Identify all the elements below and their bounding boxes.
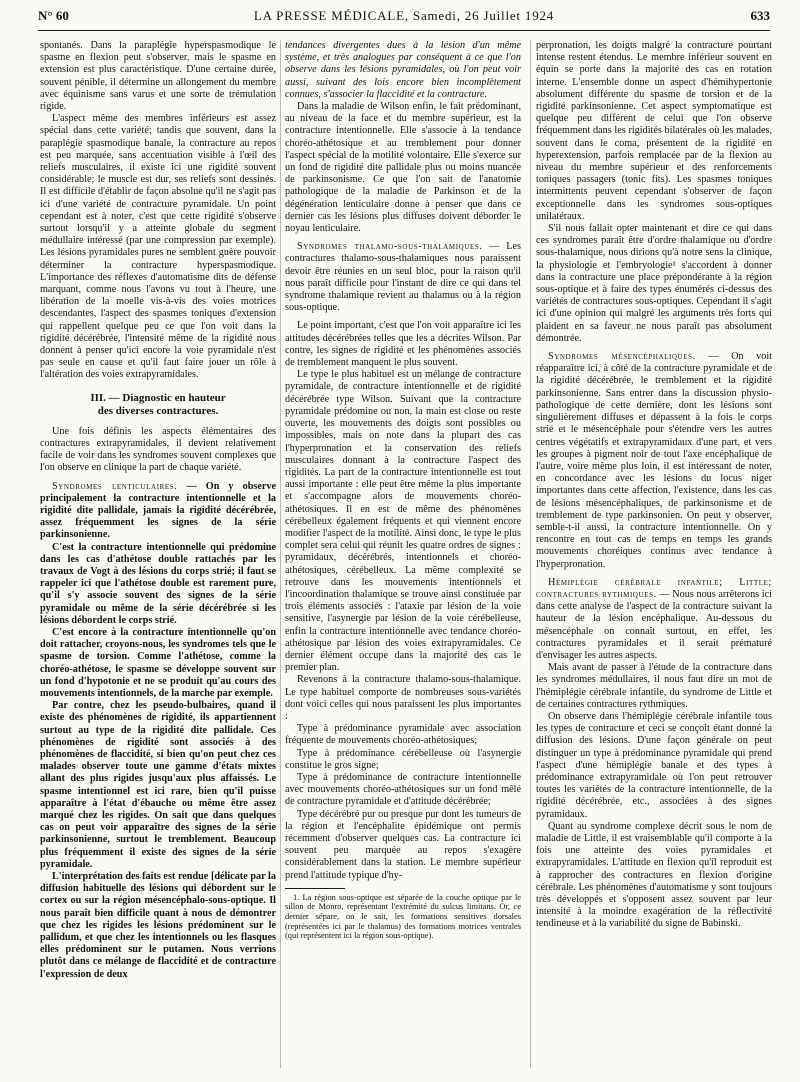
column-divider (280, 40, 281, 1068)
footnote: 1. La région sous-optique est séparée de la couche optique par le sillon de Monro, représentant l'extrémité du sulcus limitans. Or, ce dernier sépare, on le sait, les formations sensitives dorsales (représentées ici par le thalamus) des formations motrices ventrales (qui représentent ici la région sous-optique). (285, 892, 521, 941)
paragraph (536, 351, 772, 571)
paragraph: Mais avant de passer à l'étude de la contracture dans les syndromes médullaires, il nous faut dire un mot de l'hémiplégie cérébrale infantile, du syndrome de Little et de certaines contractures rythmiques. (536, 662, 772, 710)
paragraph: Le type le plus habituel est un mélange de contracture pyramidale, de contracture intentionnelle et de rigidité décérébrée type Wilson. Suivant que la contracture pyramidale prédomine ou non, la main est close ou reste ouverte, les mouvements des doigts sont possibles ou impossibles, mais on note dans la plupart des cas l'hyperpronation et la conservation des reliefs musculaires donnant à la contracture l'aspect des rigidités. La part de la contracture intentionnelle est tout aussi importante : elle peut être même la plus importante et s'accompagne alors de mouvements choréo-athétosiques. Il en est de même des phénomènes cérébelleux également fréquents et qui viennent encore modifier l'aspect de la motilité. Ainsi donc, le type le plus complet sera celui qui réunit les quatre ordres de signes : pyramidaux, décérébrés, intentionnels et choréo-athétosiques, cérébelleux. La même complexité se retrouve dans les mouvements intentionnels et l'incoordination thalamique se trouve ainsi constituée par trois éléments associés : l'ataxie par lésion de la voie sensitive, l'asynergie par lésion de la voie cérébelleuse, enfin la contracture intentionnelle avec tendance choréo-athétosique par lésion des voies extrapyramidales. Ce dernier élément occupe dans la majorité des cas le premier plan. (285, 369, 521, 674)
paragraph (536, 577, 772, 662)
page-header (38, 6, 770, 31)
paragraph: S'il nous fallait opter maintenant et dire ce qui dans ces syndromes paraît être d'ordre thalamique ou d'ordre sous-thalamique, nous dirions qu'à notre sens la clinique, la physiologie et l'embryologie¹ s'accordent à donner dans la contracture une place prépondérante à la région sous-optique et à faire des types énumérés ci-dessus des variétés de contractures sous-optiques. Cependant il s'agit ici d'une opinion qui malgré les arguments très forts qui plaident en sa faveur ne nous paraît pas absolument démontrée. (536, 223, 772, 344)
paragraph: Type à prédominance de contracture intentionnelle avec mouvements choréo-athétosiques sur un fond mêlé de contracture pyramidale et d'attitude décérébrée; (285, 771, 521, 808)
paragraph-text: — On voit réapparaître ici, à côté de la contracture pyramidale et de la rigidité décérébrée, le tremblement et la rigidité parkinsonienne. Sans entrer dans la discussion physio-pathologique de cette dernière, dont les lésions sont singulièrement diffuses et dépassent à la fois le corps strié et le mésencéphale pour s'étendre vers les autres centres végétatifs et extrapyramidaux d'une part, et vers les groupes à pigment noir de tout l'axe encéphalique de l'autre, voire même plus loin, il est intéressant de noter, en concordance avec les lésions du locus niger importantes dans cette affection, l'existence, dans les cas de lésions mésencéphaliques, de parkinsonisme et de tremblement de type parkinsonien. On peut y observer, semble-t-il aussi, la contracture intentionnelle. On y rencontre en tout cas de temps en temps les grands mouvements choréiques continus avec tendance à l'hyperpronation. (536, 351, 772, 570)
subsection-head: Syndromes lenticulaires. (52, 480, 178, 492)
section-heading-line: III. — Diagnostic en hauteur (90, 391, 226, 404)
paragraph-text: — Les contractures thalamo-sous-thalamiques nous paraissent devoir être réunies en un seul bloc, pour la raison qu'il nous paraît difficile pour l'instant de dire ce qui dans tel syndrome thalamique revient au thalamus ou à la région sous-optique. (285, 241, 521, 314)
page-number: 633 (750, 8, 770, 23)
paragraph-text: — Nous nous arrêterons ici dans cette analyse de l'aspect de la contracture suivant la hauteur de la lésion encéphalique. Au-dessous du mésencéphale on connaît surtout, en effet, les contractures pyramidales et il serait prématuré d'envisager les autres aspects. (536, 588, 772, 661)
paragraph: Par contre, chez les pseudo-bulbaires, quand il existe des phénomènes de rigidité, ils appartiennent surtout au type de la rigidité dite pallidale. Ces phénomènes de rigidité sont associés à des phénomènes de flaccidité, si bien qu'on peut chez ces malades observer toute une gamme d'états mixtes allant des plus rigides jusqu'aux plus affaissés. Le spasme intentionnel est ici rare, bien qu'il puisse apparaître à l'état d'ébauche ou même être assez marqué chez les rigides. On sait que dans quelques cas on peut voir apparaître des signes de la série parkinsonienne, surtout le tremblement. Beaucoup plus fréquemment il existe des signes de la série pyramidale. (40, 700, 276, 870)
paragraph (285, 40, 521, 101)
footnote-rule (285, 888, 345, 889)
paragraph: Type à prédominance cérébelleuse où l'asynergie constitue le gros signe; (285, 747, 521, 771)
paragraph-text: tendances divergentes dues à la lésion d'un même système, et très analogues par conséquent à ce que l'on observe dans les lésions pyramidales, où l'on peut voir aussi, suivant des lois encore bien incomplètement connues, s'associer la flaccidité et la contracture. (285, 40, 521, 100)
column-3 (536, 40, 772, 931)
subsection-head: Syndromes mésencéphaliques. (548, 351, 696, 363)
subsection-head: Hémiplégie cérébrale infantile; Little; contractures rythmiques. (536, 576, 772, 600)
subsection-head: Syndromes thalamo-sous-thalamiques. (297, 241, 483, 253)
paragraph-text: — On y observe principalement la contracture intentionnelle et la rigidité dite pallidale, jamais la rigidité décérébrée, assez fréquemment les signes de la série parkinsonienne. (40, 480, 276, 541)
paragraph: Type décérébré pur ou presque pur dont les tumeurs de la région et l'encéphalite épidémique ont permis récemment d'observer quelques cas. La contracture ici souvent peu marquée au repos s'exagère considérablement dans la station. Le membre supérieur prend l'attitude typique d'hy- (285, 808, 521, 881)
section-heading-line: des diverses contractures. (97, 404, 219, 417)
paragraph: Une fois définis les aspects élémentaires des contractures extrapyramidales, il devient relativement facile de voir dans les syndromes souvent complexes que l'on observe en clinique la part de chaque variété. (40, 425, 276, 474)
issue-number: N° 60 (38, 8, 69, 23)
paragraph: On observe dans l'hémiplégie cérébrale infantile tous les types de contracture et ceci se conçoit étant donné la diffusion des lésions. D'une façon générale on peut distinguer un type à prédominance pyramidale qui prend l'aspect d'une hémiplégie banale et des types à prédominance extrapyramidale où l'on peut retrouver toutes les variétés de la contracture intentionnelle, de la rigidité décérébrée, etc., associées à des signes pyramidaux. (536, 710, 772, 820)
paragraph: Type à prédominance pyramidale avec association fréquente de mouvements choréo-athétosiques; (285, 723, 521, 747)
column-divider (530, 40, 531, 1068)
paragraph (285, 241, 521, 314)
section-heading (40, 392, 276, 418)
paragraph: Quant au syndrome complexe décrit sous le nom de maladie de Little, il est vraisemblable qu'il comporte à la fois une atteinte des voies pyramidales et extrapyramidales. L'attitude en flexion qu'il reproduit est à rapprocher des contractures en flexion d'origine cérébrale. Les phénomènes d'automatisme y sont toujours très développés et s'opposent assez souvent par leur intensité à la moindre exagération de la réflectivité tendineuse et à la variabilité du signe de Babinski. (536, 820, 772, 930)
paragraph: L'interprétation des faits est rendue [délicate par la diffusion habituelle des lésions qui débordent sur le cortex ou sur la région mésencéphalo-sous-optique. Il nous paraît bien difficile quant à nous de démontrer que chez les rigides les lésions prédominent sur le pallidum, et que chez les intentionnels ou les flasques elles prédominent sur le putamen. Nous verrions plutôt dans ce mélange de flaccidité et de contracture l'expression de deux (40, 871, 276, 980)
paragraph: Dans la maladie de Wilson enfin, le fait prédominant, au niveau de la face et du membre supérieur, est la contracture intentionnelle. Elle s'associe à la tendance choréo-athétosique et au tremblement pour donner l'aspect spécial de la motilité volontaire. Elle s'exerce sur un fond de rigidité dite pallidale plus ou moins nuancée de parkinsonisme. Ce que l'on sait de l'anatomie pathologique de la maladie de Parkinson et de la dégénération lenticulaire donne à penser que dans ce dernier cas les lésions plus diffuses doivent déborder le noyau lenticulaire. (285, 101, 521, 235)
paragraph: C'est la contracture intentionnelle qui prédomine dans les cas d'athétose double rattachés par les travaux de Vogt à des lésions du corps strié; il faut se rappeler ici que l'athétose double est rarement pure, qu'il s'y associe souvent des signes de la série pyramidale ou même de la série décérébrée si les lésions débordent le corps strié. (40, 541, 276, 626)
column-1 (40, 40, 276, 981)
column-2 (285, 40, 521, 941)
paragraph: L'aspect même des membres inférieurs est assez spécial dans cette variété; tandis que souvent, dans la paraplégie spasmodique banale, la contracture au repos est peu marquée, sans accentuation visible à l'œil des reliefs musculaires, il existe ici une rigidité souvent considérable; le muscle est dur, ses reliefs sont dessinés. Il est difficile d'établir de façon absolue qu'il ne s'agit pas ici d'une variété de contracture pyramidale. Un point cependant est à noter, c'est que cette rigidité s'observe surtout lorsqu'il y a atteinte globale du segment médullaire intéressé (par une compression par exemple). Les lésions pyramidales pures ne semblent guère pouvoir déterminer la contracture hyperspasmodique. L'importance des réflexes d'automatisme dits de défense marquant, comme nous l'avons vu tout à l'heure, une libération de la moelle vis-à-vis des voies motrices descendantes, l'aspect des spasmes toniques d'extension qui rappellent quelque peu ce que l'on voit dans la rigidité décérébrée, l'intensité même de la rigidité nous donnent à penser qu'ici encore la voie pyramidale n'est pas seule en cause et qu'il faut faire jouer un rôle à l'altération des voies extrapyramidales. (40, 113, 276, 381)
paragraph: Revenons à la contracture thalamo-sous-thalamique. Le type habituel comporte de nombreuses sous-variétés dont voici celles qui nous paraissent les plus importantes : (285, 674, 521, 722)
paragraph: C'est encore à la contracture intentionnelle qu'on doit rattacher, croyons-nous, les syndromes tels que le spasme de torsion. Comme l'athétose, comme la choréo-athétose, le spasme se développe souvent sur un fond d'hypotonie et ne se produit qu'au cours des mouvements intentionnels, de la marche par exemple. (40, 626, 276, 699)
journal-title: LA PRESSE MÉDICALE, Samedi, 26 Juillet 1924 (253, 8, 555, 23)
paragraph (40, 481, 276, 542)
paragraph: perpronation, les doigts malgré la contracture pourtant intense restent étendus. Le membre inférieur souvent en équin se porte dans la majorité des cas en rotation interne. L'ensemble donne un aspect d'hémihypertonie absolument différente du spasme de torsion et de la rigidité parkinsonienne. Cet aspect symptomatique est quelque peu différent de celui que l'on observe fréquemment dans les rigidités bilatérales où les malades, souvent dans le coma, présentent de la rigidité en hyperextension, parfois remplacée par de la flexion au niveau du membre supérieur et des renforcements toniques passagers (tonic fits). Les spasmes toniques intermittents peuvent cependant s'observer de façon exceptionnelle dans les syndromes sous-optiques unilatéraux. (536, 40, 772, 222)
paragraph: Le point important, c'est que l'on voit apparaître ici les attitudes décérébrées telles que les a décrites Wilson. Par contre, les signes de rigidité et les phénomènes associés de tremblement manquent le plus souvent. (285, 320, 521, 369)
paragraph: spontanés. Dans la paraplégie hyperspasmodique le spasme en flexion peut s'observer, mais le spasme en extension est plus caractéristique. D'une certaine durée, souvent pénible, il détermine un allongement du membre avec équinisme sans varus et une sorte de trémulation rigide. (40, 40, 276, 113)
